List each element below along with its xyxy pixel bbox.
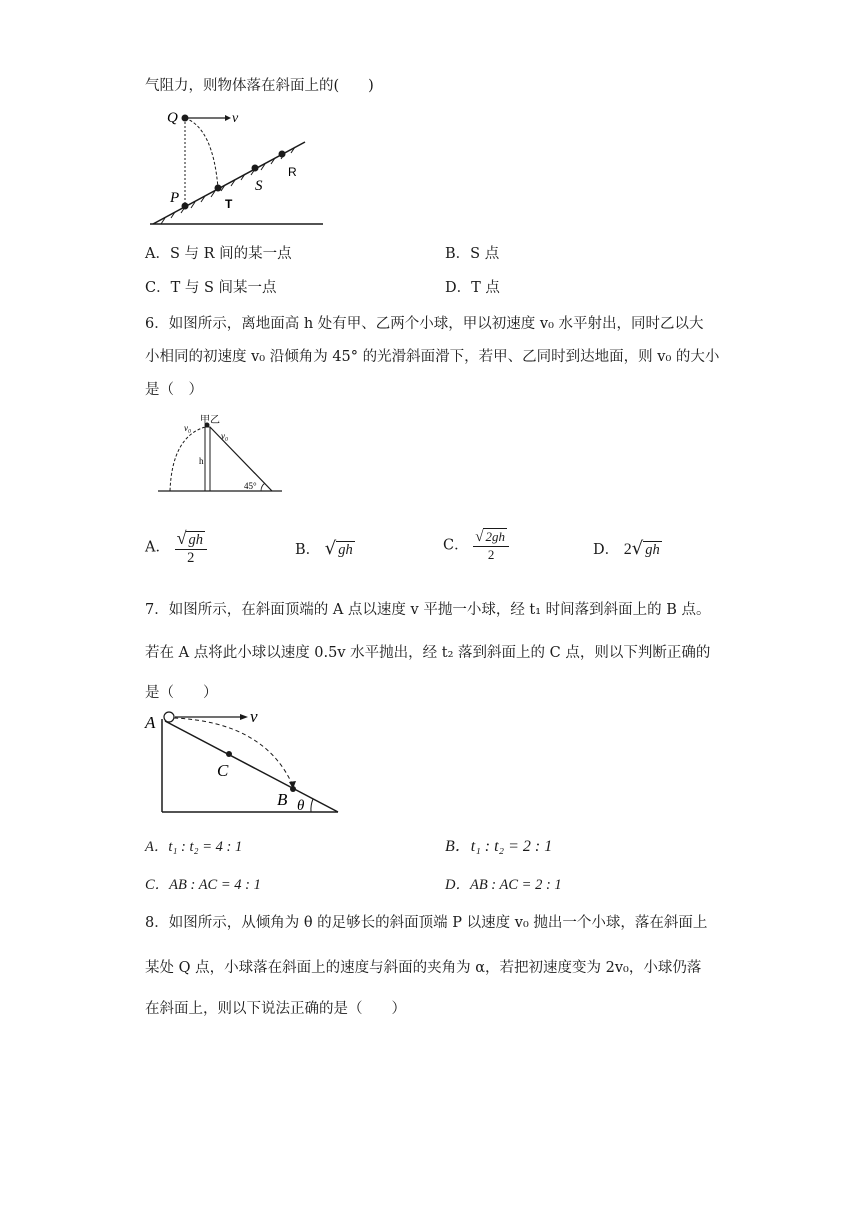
q7-option-c: C．AB : AC = 4 : 1 [145, 877, 261, 893]
q6-stem-line3: 是（ ） [145, 382, 203, 398]
q5-stem-tail: 气阻力，则物体落在斜面上的( ) [145, 78, 374, 94]
q6-label-h: h [199, 456, 204, 466]
q6-label-jia-yi: 甲乙 [200, 415, 220, 426]
q6-option-d-coefficient: 2 [623, 541, 632, 558]
q5-label-r: R [288, 165, 297, 179]
q6-option-b-prefix: B． [295, 542, 321, 558]
q8-stem-line3: 在斜面上，则以下说法正确的是（ ） [145, 1001, 406, 1017]
q8-stem-line1: 8．如图所示，从倾角为 θ 的足够长的斜面顶端 P 以速度 v₀ 抛出一个小球，落在斜面上 [145, 915, 708, 931]
q6-option-b: B． √ gh [295, 538, 353, 559]
q5-label-v: v [232, 111, 239, 126]
q6-option-a-radicand: gh [188, 532, 203, 548]
q6-option-c-fraction: $\frac{√ 2gh}{2}$ [473, 528, 509, 563]
q6-option-d-radicand: gh [645, 542, 660, 558]
q7-option-b: B．t₁ : t₂ = 2 : 1 [445, 838, 553, 855]
q7-label-c: C [217, 761, 229, 780]
q6-label-v0-left: v₀ [184, 423, 192, 433]
q7-option-d: D．AB : AC = 2 : 1 [445, 877, 562, 893]
q8-stem-line2: 某处 Q 点，小球落在斜面上的速度与斜面的夹角为 α，若把初速度变为 2v₀，小球仍落 [145, 960, 702, 976]
q6-option-c-radicand: 2gh [485, 529, 505, 544]
q6-option-c-prefix: C． [443, 537, 469, 554]
q5-label-s: S [255, 178, 263, 194]
q5-label-q: Q [167, 110, 178, 126]
q7-option-a: A．t₁ : t₂ = 4 : 1 [145, 839, 243, 855]
q7-stem-line1: 7．如图所示，在斜面顶端的 A 点以速度 v 平抛一小球，经 t₁ 时间落到斜面上的 B 点。 [145, 602, 711, 618]
q6-label-v0-right: v₀ [221, 431, 229, 441]
q7-label-b: B [277, 790, 288, 809]
q7-label-theta: θ [297, 798, 305, 814]
q6-stem-line2: 小相同的初速度 v₀ 沿倾角为 45° 的光滑斜面滑下，若甲、乙同时到达地面，则 v₀ 的大小 [145, 349, 720, 365]
q5-label-p: P [170, 190, 180, 206]
q5-option-a: A．S 与 R 间的某一点 [145, 246, 292, 262]
q7-label-a: A [145, 713, 156, 732]
q5-option-d: D．T 点 [445, 280, 500, 296]
q6-option-a-fraction: $\frac{√ gh}{2}$ [175, 528, 207, 567]
q6-option-d: D． 2√ gh [593, 538, 660, 559]
q7-label-v: v [250, 707, 258, 726]
q6-option-d-prefix: D． [593, 542, 620, 558]
q5-label-t: T [225, 197, 233, 211]
q6-option-a-denominator: 2 [187, 550, 195, 566]
q6-option-a-prefix: A． [145, 539, 170, 556]
q7-stem-line2: 若在 A 点将此小球以速度 0.5v 水平抛出，经 t₂ 落到斜面上的 C 点，则以下判断正确的 [145, 645, 711, 661]
q5-option-b: B．S 点 [445, 246, 500, 262]
q6-figure [158, 412, 288, 497]
q7-figure [145, 706, 345, 816]
q6-label-angle: 45° [244, 481, 257, 491]
q7-stem-line3: 是（ ） [145, 685, 218, 701]
q6-stem-line1: 6．如图所示，离地面高 h 处有甲、乙两个小球，甲以初速度 v₀ 水平射出，同时乙以大 [145, 316, 704, 332]
q6-option-b-radicand: gh [338, 542, 353, 558]
q5-figure [145, 100, 330, 230]
q6-option-a [145, 528, 207, 567]
q5-option-c: C．T 与 S 间某一点 [145, 280, 277, 296]
q6-option-c-denominator: 2 [487, 547, 495, 562]
q6-option-c [443, 528, 509, 563]
